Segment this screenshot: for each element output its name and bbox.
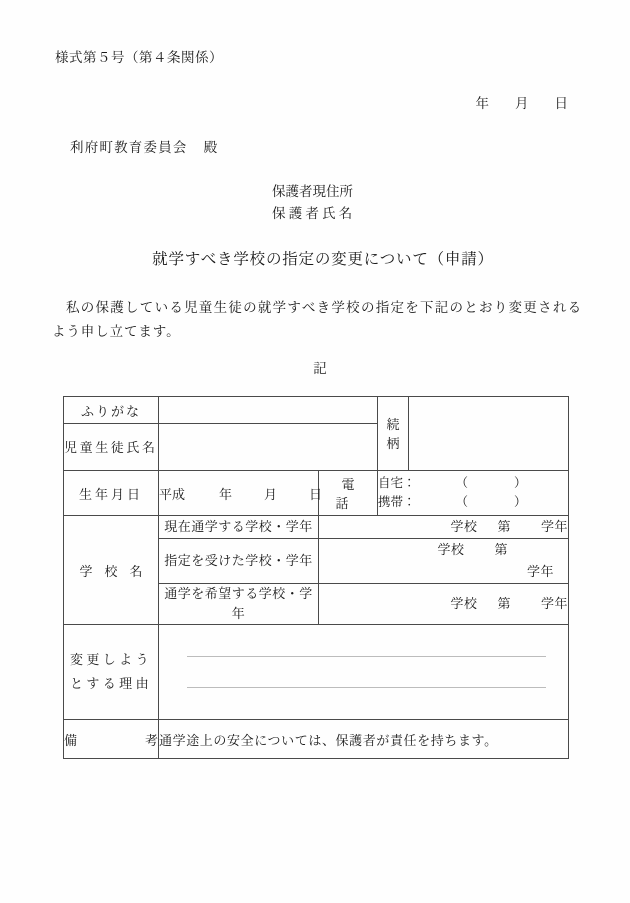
addressee-honorific: 殿 bbox=[203, 140, 218, 155]
designated-school-first-line bbox=[319, 539, 560, 561]
home-phone-paren-open: （ bbox=[455, 476, 469, 490]
relation-label-char1: 続 bbox=[386, 416, 400, 432]
relation-label-char2: 柄 bbox=[386, 435, 400, 451]
date-day-label: 日 bbox=[554, 96, 568, 111]
mobile-phone-paren-open: （ bbox=[455, 495, 469, 509]
body-paragraph: 私の保護している児童生徒の就学すべき学校の指定を下記のとおり変更されるよう申し立てます。 bbox=[52, 300, 582, 339]
designated-school-input[interactable] bbox=[319, 539, 569, 584]
ki-mark: 記 bbox=[313, 361, 327, 376]
telephone-input[interactable] bbox=[378, 471, 569, 516]
school-name-label: 学校名 bbox=[64, 516, 159, 625]
birth-day-label: 日 bbox=[309, 486, 323, 502]
birth-year-label: 年 bbox=[219, 486, 233, 502]
reason-input[interactable] bbox=[159, 625, 569, 720]
desired-school-input[interactable] bbox=[319, 584, 569, 625]
current-school-input[interactable] bbox=[319, 516, 569, 539]
desired-grade-word: 学年 bbox=[540, 596, 568, 611]
date-line bbox=[476, 92, 569, 112]
reason-label-line2: とする理由 bbox=[69, 676, 152, 691]
desired-ordinal-word: 第 bbox=[497, 596, 511, 611]
reason-rule-line-1 bbox=[187, 656, 546, 657]
remarks-text: 通学途上の安全については、保護者が責任を持ちます。 bbox=[159, 720, 569, 759]
mobile-phone-paren-close: ） bbox=[514, 495, 527, 509]
addressee-line bbox=[70, 136, 217, 156]
era-label: 平成 bbox=[159, 486, 186, 502]
birthdate-input[interactable] bbox=[159, 471, 323, 516]
home-phone-paren-close: ） bbox=[514, 476, 527, 490]
guardian-block bbox=[272, 181, 356, 225]
application-form-table bbox=[63, 396, 569, 759]
current-grade-word: 学年 bbox=[540, 519, 568, 534]
reason-label-line1: 変更しよう bbox=[69, 652, 152, 667]
table-row-reason bbox=[64, 625, 569, 720]
relation-label bbox=[378, 397, 409, 471]
table-row-furigana bbox=[64, 397, 569, 424]
designated-school-word: 学校 bbox=[437, 542, 465, 557]
home-phone-line bbox=[378, 474, 568, 493]
date-year-label: 年 bbox=[475, 96, 489, 111]
table-row-birth-tel bbox=[64, 471, 569, 516]
mobile-phone-line bbox=[378, 493, 568, 512]
desired-school-word: 学校 bbox=[450, 596, 478, 611]
date-month-label: 月 bbox=[515, 96, 529, 111]
furigana-input[interactable] bbox=[159, 397, 378, 424]
mobile-phone-label: 携帯： bbox=[378, 495, 416, 509]
page-title: 就学すべき学校の指定の変更について（申請） bbox=[152, 251, 494, 268]
relation-input[interactable] bbox=[409, 397, 569, 471]
desired-school-label: 通学を希望する学校・学年 bbox=[159, 584, 319, 625]
home-phone-label: 自宅： bbox=[378, 476, 416, 490]
guardian-name-label: 保護者氏名 bbox=[272, 206, 356, 221]
current-school-label: 現在通学する学校・学年 bbox=[159, 516, 319, 539]
reason-rule-line-2 bbox=[187, 687, 546, 688]
telephone-label: 電話 bbox=[319, 471, 378, 516]
student-name-label: 児童生徒氏名 bbox=[64, 424, 159, 471]
birthdate-label: 生年月日 bbox=[64, 471, 159, 516]
furigana-label: ふりがな bbox=[64, 397, 159, 424]
table-row-current-school bbox=[64, 516, 569, 539]
form-number: 様式第５号（第４条関係） bbox=[55, 50, 223, 65]
remarks-label: 備考 bbox=[64, 720, 159, 759]
addressee-name: 利府町教育委員会 bbox=[70, 140, 188, 155]
table-row-remarks bbox=[64, 720, 569, 759]
birth-month-label: 月 bbox=[264, 486, 278, 502]
designated-school-label: 指定を受けた学校・学年 bbox=[159, 539, 319, 584]
current-ordinal-word: 第 bbox=[497, 519, 511, 534]
designated-grade-word: 学年 bbox=[526, 564, 554, 579]
student-name-input[interactable] bbox=[159, 424, 378, 471]
current-school-word: 学校 bbox=[450, 519, 478, 534]
reason-label bbox=[64, 625, 159, 720]
designated-ordinal-word: 第 bbox=[494, 542, 508, 557]
guardian-address-label: 保護者現住所 bbox=[272, 184, 353, 199]
